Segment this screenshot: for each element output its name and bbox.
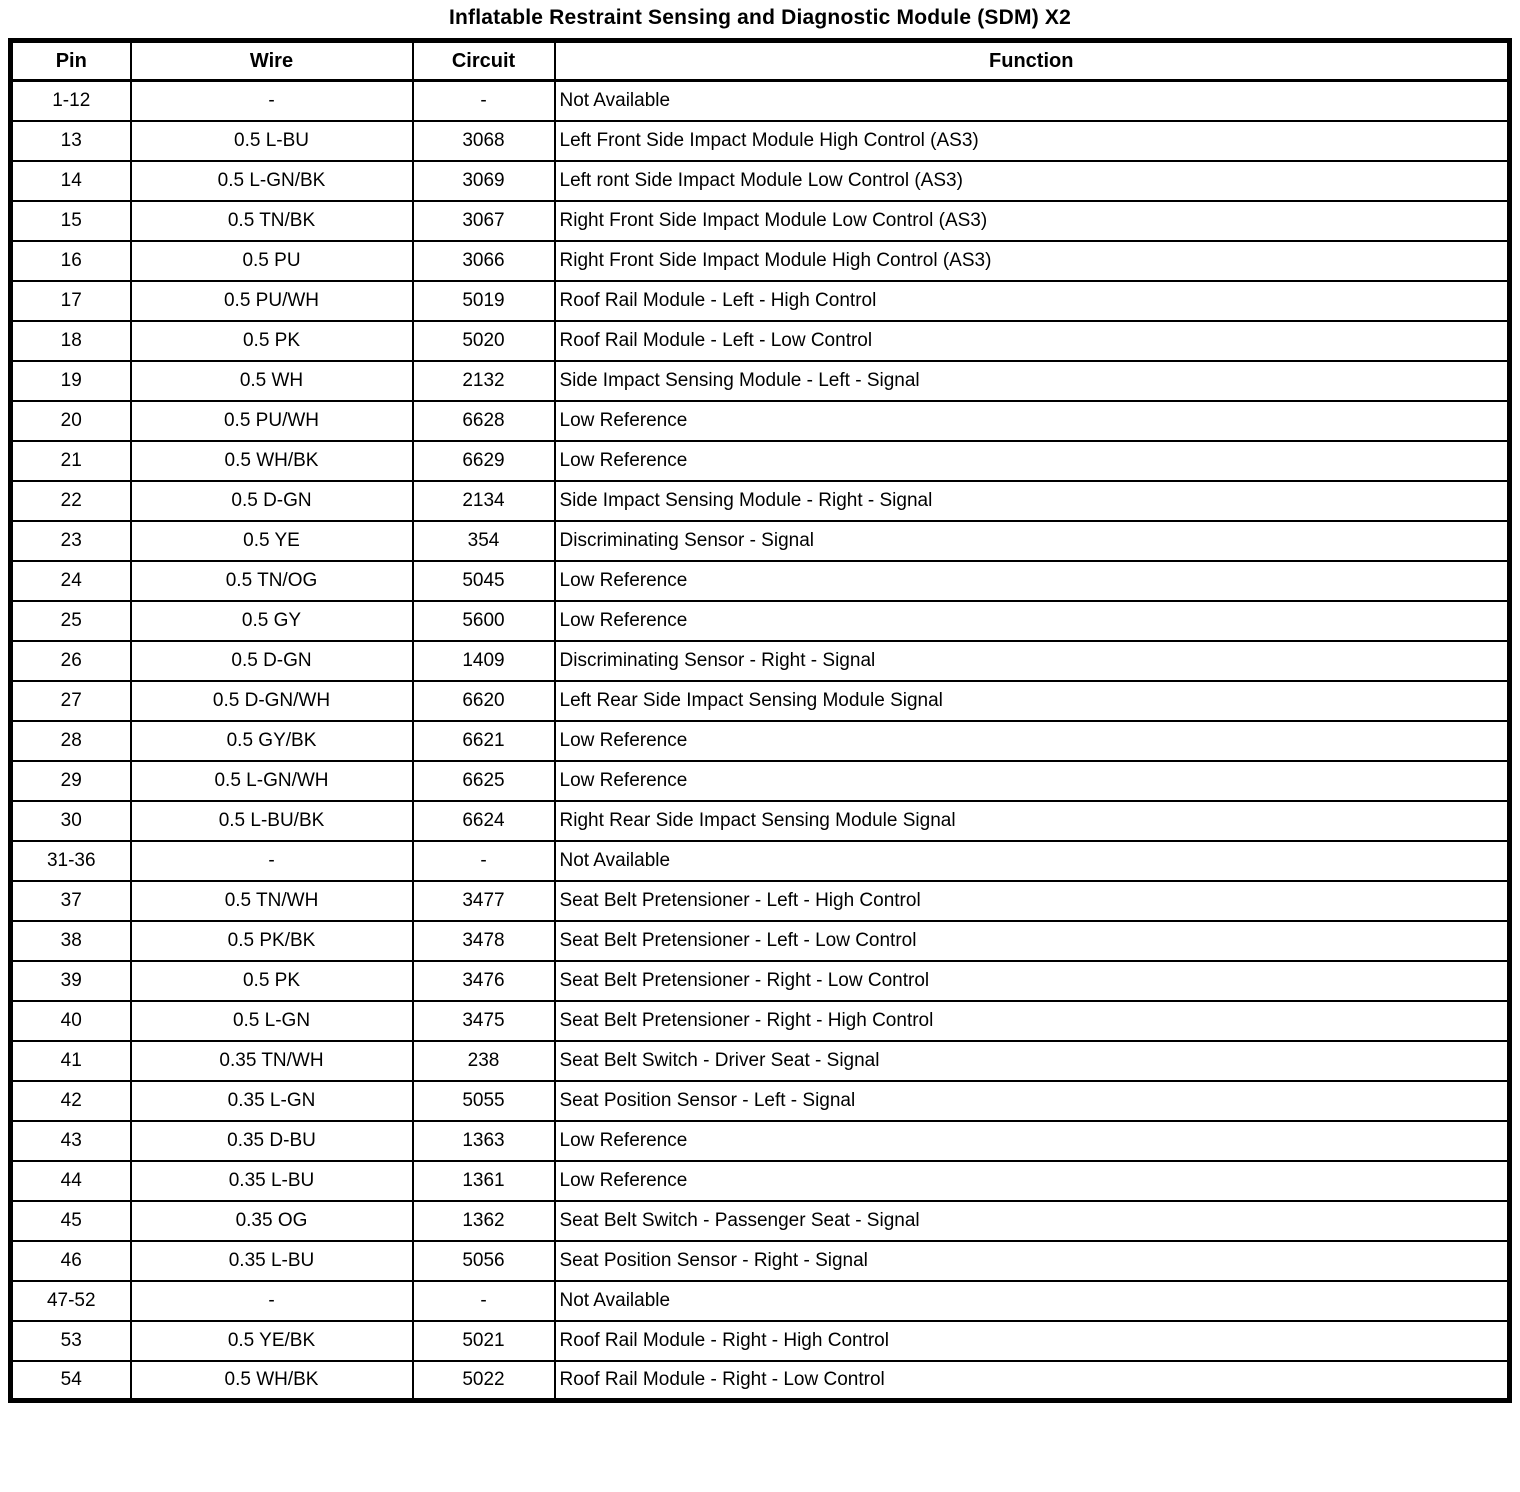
function-cell: Right Rear Side Impact Sensing Module Signal — [555, 801, 1510, 841]
table-row — [11, 801, 1510, 841]
circuit-cell: 5600 — [413, 601, 555, 641]
pin-cell: 18 — [11, 321, 131, 361]
header-circuit: Circuit — [413, 41, 555, 81]
circuit-cell: 3477 — [413, 881, 555, 921]
pin-cell: 40 — [11, 1001, 131, 1041]
function-cell: Not Available — [555, 81, 1510, 121]
table-row — [11, 1201, 1510, 1241]
circuit-cell: - — [413, 841, 555, 881]
pin-cell: 39 — [11, 961, 131, 1001]
table-row — [11, 1321, 1510, 1361]
function-cell: Low Reference — [555, 561, 1510, 601]
circuit-cell: 3069 — [413, 161, 555, 201]
pin-cell: 31-36 — [11, 841, 131, 881]
pin-cell: 28 — [11, 721, 131, 761]
header-function: Function — [555, 41, 1510, 81]
circuit-cell: 3068 — [413, 121, 555, 161]
wire-cell: 0.5 L-GN/BK — [131, 161, 413, 201]
wire-cell: 0.5 L-GN — [131, 1001, 413, 1041]
table-row — [11, 721, 1510, 761]
circuit-cell: - — [413, 1281, 555, 1321]
table-row — [11, 161, 1510, 201]
function-cell: Seat Belt Pretensioner - Right - Low Control — [555, 961, 1510, 1001]
function-cell: Left Rear Side Impact Sensing Module Signal — [555, 681, 1510, 721]
circuit-cell: 2134 — [413, 481, 555, 521]
table-row — [11, 1121, 1510, 1161]
table-row — [11, 201, 1510, 241]
table-row — [11, 81, 1510, 121]
function-cell: Not Available — [555, 1281, 1510, 1321]
table-row — [11, 921, 1510, 961]
pin-cell: 17 — [11, 281, 131, 321]
function-cell: Right Front Side Impact Module High Control (AS3) — [555, 241, 1510, 281]
function-cell: Discriminating Sensor - Right - Signal — [555, 641, 1510, 681]
wire-cell: 0.5 PK — [131, 961, 413, 1001]
circuit-cell: 2132 — [413, 361, 555, 401]
table-row — [11, 1081, 1510, 1121]
wire-cell: 0.5 WH/BK — [131, 441, 413, 481]
pin-cell: 1-12 — [11, 81, 131, 121]
circuit-cell: 3478 — [413, 921, 555, 961]
wire-cell: - — [131, 841, 413, 881]
header-pin: Pin — [11, 41, 131, 81]
pin-cell: 15 — [11, 201, 131, 241]
function-cell: Roof Rail Module - Right - High Control — [555, 1321, 1510, 1361]
table-row — [11, 1281, 1510, 1321]
table-row — [11, 121, 1510, 161]
function-cell: Side Impact Sensing Module - Right - Signal — [555, 481, 1510, 521]
function-cell: Discriminating Sensor - Signal — [555, 521, 1510, 561]
circuit-cell: 6621 — [413, 721, 555, 761]
pinout-table — [8, 38, 1512, 1403]
circuit-cell: 5021 — [413, 1321, 555, 1361]
circuit-cell: - — [413, 81, 555, 121]
wire-cell: 0.35 L-BU — [131, 1161, 413, 1201]
header-row — [11, 41, 1510, 81]
circuit-cell: 1361 — [413, 1161, 555, 1201]
wire-cell: 0.5 WH/BK — [131, 1361, 413, 1401]
circuit-cell: 3066 — [413, 241, 555, 281]
table-row — [11, 881, 1510, 921]
wire-cell: 0.5 GY — [131, 601, 413, 641]
wire-cell: 0.5 PU — [131, 241, 413, 281]
pin-cell: 44 — [11, 1161, 131, 1201]
wire-cell: 0.5 GY/BK — [131, 721, 413, 761]
circuit-cell: 5020 — [413, 321, 555, 361]
table-row — [11, 361, 1510, 401]
wire-cell: 0.5 WH — [131, 361, 413, 401]
circuit-cell: 6628 — [413, 401, 555, 441]
wire-cell: 0.5 YE/BK — [131, 1321, 413, 1361]
table-row — [11, 761, 1510, 801]
wire-cell: 0.35 TN/WH — [131, 1041, 413, 1081]
table-row — [11, 601, 1510, 641]
table-row — [11, 401, 1510, 441]
function-cell: Seat Belt Pretensioner - Left - Low Control — [555, 921, 1510, 961]
page-title: Inflatable Restraint Sensing and Diagnostic Module (SDM) X2 — [448, 6, 1072, 29]
wire-cell: 0.5 D-GN — [131, 481, 413, 521]
circuit-cell: 6625 — [413, 761, 555, 801]
function-cell: Seat Belt Switch - Driver Seat - Signal — [555, 1041, 1510, 1081]
table-row — [11, 241, 1510, 281]
wire-cell: - — [131, 1281, 413, 1321]
circuit-cell: 1409 — [413, 641, 555, 681]
function-cell: Low Reference — [555, 401, 1510, 441]
pin-cell: 14 — [11, 161, 131, 201]
function-cell: Low Reference — [555, 1121, 1510, 1161]
table-row — [11, 521, 1510, 561]
table-row — [11, 1361, 1510, 1401]
circuit-cell: 354 — [413, 521, 555, 561]
pin-cell: 37 — [11, 881, 131, 921]
circuit-cell: 5019 — [413, 281, 555, 321]
function-cell: Seat Belt Pretensioner - Left - High Control — [555, 881, 1510, 921]
wire-cell: 0.5 PU/WH — [131, 401, 413, 441]
wire-cell: 0.5 D-GN/WH — [131, 681, 413, 721]
circuit-cell: 5022 — [413, 1361, 555, 1401]
pin-cell: 16 — [11, 241, 131, 281]
wire-cell: 0.5 L-BU — [131, 121, 413, 161]
wire-cell: 0.5 TN/WH — [131, 881, 413, 921]
table-row — [11, 961, 1510, 1001]
pin-cell: 24 — [11, 561, 131, 601]
pin-cell: 19 — [11, 361, 131, 401]
pin-cell: 43 — [11, 1121, 131, 1161]
pin-cell: 54 — [11, 1361, 131, 1401]
wire-cell: 0.35 L-GN — [131, 1081, 413, 1121]
function-cell: Left ront Side Impact Module Low Control (AS3) — [555, 161, 1510, 201]
pin-cell: 46 — [11, 1241, 131, 1281]
wire-cell: 0.5 L-BU/BK — [131, 801, 413, 841]
function-cell: Roof Rail Module - Left - High Control — [555, 281, 1510, 321]
wire-cell: 0.5 PU/WH — [131, 281, 413, 321]
pin-cell: 30 — [11, 801, 131, 841]
function-cell: Side Impact Sensing Module - Left - Signal — [555, 361, 1510, 401]
function-cell: Right Front Side Impact Module Low Control (AS3) — [555, 201, 1510, 241]
pin-cell: 22 — [11, 481, 131, 521]
table-row — [11, 681, 1510, 721]
header-wire: Wire — [131, 41, 413, 81]
table-row — [11, 321, 1510, 361]
function-cell: Left Front Side Impact Module High Control (AS3) — [555, 121, 1510, 161]
pin-cell: 29 — [11, 761, 131, 801]
circuit-cell: 238 — [413, 1041, 555, 1081]
table-body — [11, 81, 1510, 1401]
function-cell: Seat Belt Switch - Passenger Seat - Signal — [555, 1201, 1510, 1241]
pin-cell: 45 — [11, 1201, 131, 1241]
table-row — [11, 841, 1510, 881]
wire-cell: 0.5 TN/OG — [131, 561, 413, 601]
function-cell: Low Reference — [555, 1161, 1510, 1201]
wire-cell: 0.35 OG — [131, 1201, 413, 1241]
wire-cell: 0.5 TN/BK — [131, 201, 413, 241]
circuit-cell: 3476 — [413, 961, 555, 1001]
function-cell: Roof Rail Module - Right - Low Control — [555, 1361, 1510, 1401]
circuit-cell: 6629 — [413, 441, 555, 481]
table-row — [11, 281, 1510, 321]
function-cell: Seat Belt Pretensioner - Right - High Control — [555, 1001, 1510, 1041]
pin-cell: 23 — [11, 521, 131, 561]
circuit-cell: 3475 — [413, 1001, 555, 1041]
wire-cell: 0.5 PK/BK — [131, 921, 413, 961]
pin-cell: 47-52 — [11, 1281, 131, 1321]
circuit-cell: 6620 — [413, 681, 555, 721]
table-row — [11, 561, 1510, 601]
circuit-cell: 3067 — [413, 201, 555, 241]
table-row — [11, 1161, 1510, 1201]
pin-cell: 26 — [11, 641, 131, 681]
circuit-cell: 1362 — [413, 1201, 555, 1241]
table-header — [11, 41, 1510, 81]
pin-cell: 42 — [11, 1081, 131, 1121]
circuit-cell: 1363 — [413, 1121, 555, 1161]
table-row — [11, 1001, 1510, 1041]
wire-cell: - — [131, 81, 413, 121]
function-cell: Not Available — [555, 841, 1510, 881]
circuit-cell: 5056 — [413, 1241, 555, 1281]
function-cell: Seat Position Sensor - Left - Signal — [555, 1081, 1510, 1121]
wire-cell: 0.5 PK — [131, 321, 413, 361]
table-row — [11, 441, 1510, 481]
wire-cell: 0.5 L-GN/WH — [131, 761, 413, 801]
wire-cell: 0.5 D-GN — [131, 641, 413, 681]
table-row — [11, 1241, 1510, 1281]
table-row — [11, 1041, 1510, 1081]
function-cell: Low Reference — [555, 601, 1510, 641]
wire-cell: 0.35 L-BU — [131, 1241, 413, 1281]
table-row — [11, 481, 1510, 521]
pin-cell: 21 — [11, 441, 131, 481]
circuit-cell: 5045 — [413, 561, 555, 601]
pin-cell: 27 — [11, 681, 131, 721]
wire-cell: 0.5 YE — [131, 521, 413, 561]
circuit-cell: 5055 — [413, 1081, 555, 1121]
pin-cell: 25 — [11, 601, 131, 641]
table-row — [11, 641, 1510, 681]
pin-cell: 13 — [11, 121, 131, 161]
function-cell: Seat Position Sensor - Right - Signal — [555, 1241, 1510, 1281]
wire-cell: 0.35 D-BU — [131, 1121, 413, 1161]
circuit-cell: 6624 — [413, 801, 555, 841]
pin-cell: 41 — [11, 1041, 131, 1081]
pin-cell: 53 — [11, 1321, 131, 1361]
pin-cell: 20 — [11, 401, 131, 441]
function-cell: Low Reference — [555, 721, 1510, 761]
pin-cell: 38 — [11, 921, 131, 961]
function-cell: Low Reference — [555, 761, 1510, 801]
function-cell: Low Reference — [555, 441, 1510, 481]
function-cell: Roof Rail Module - Left - Low Control — [555, 321, 1510, 361]
